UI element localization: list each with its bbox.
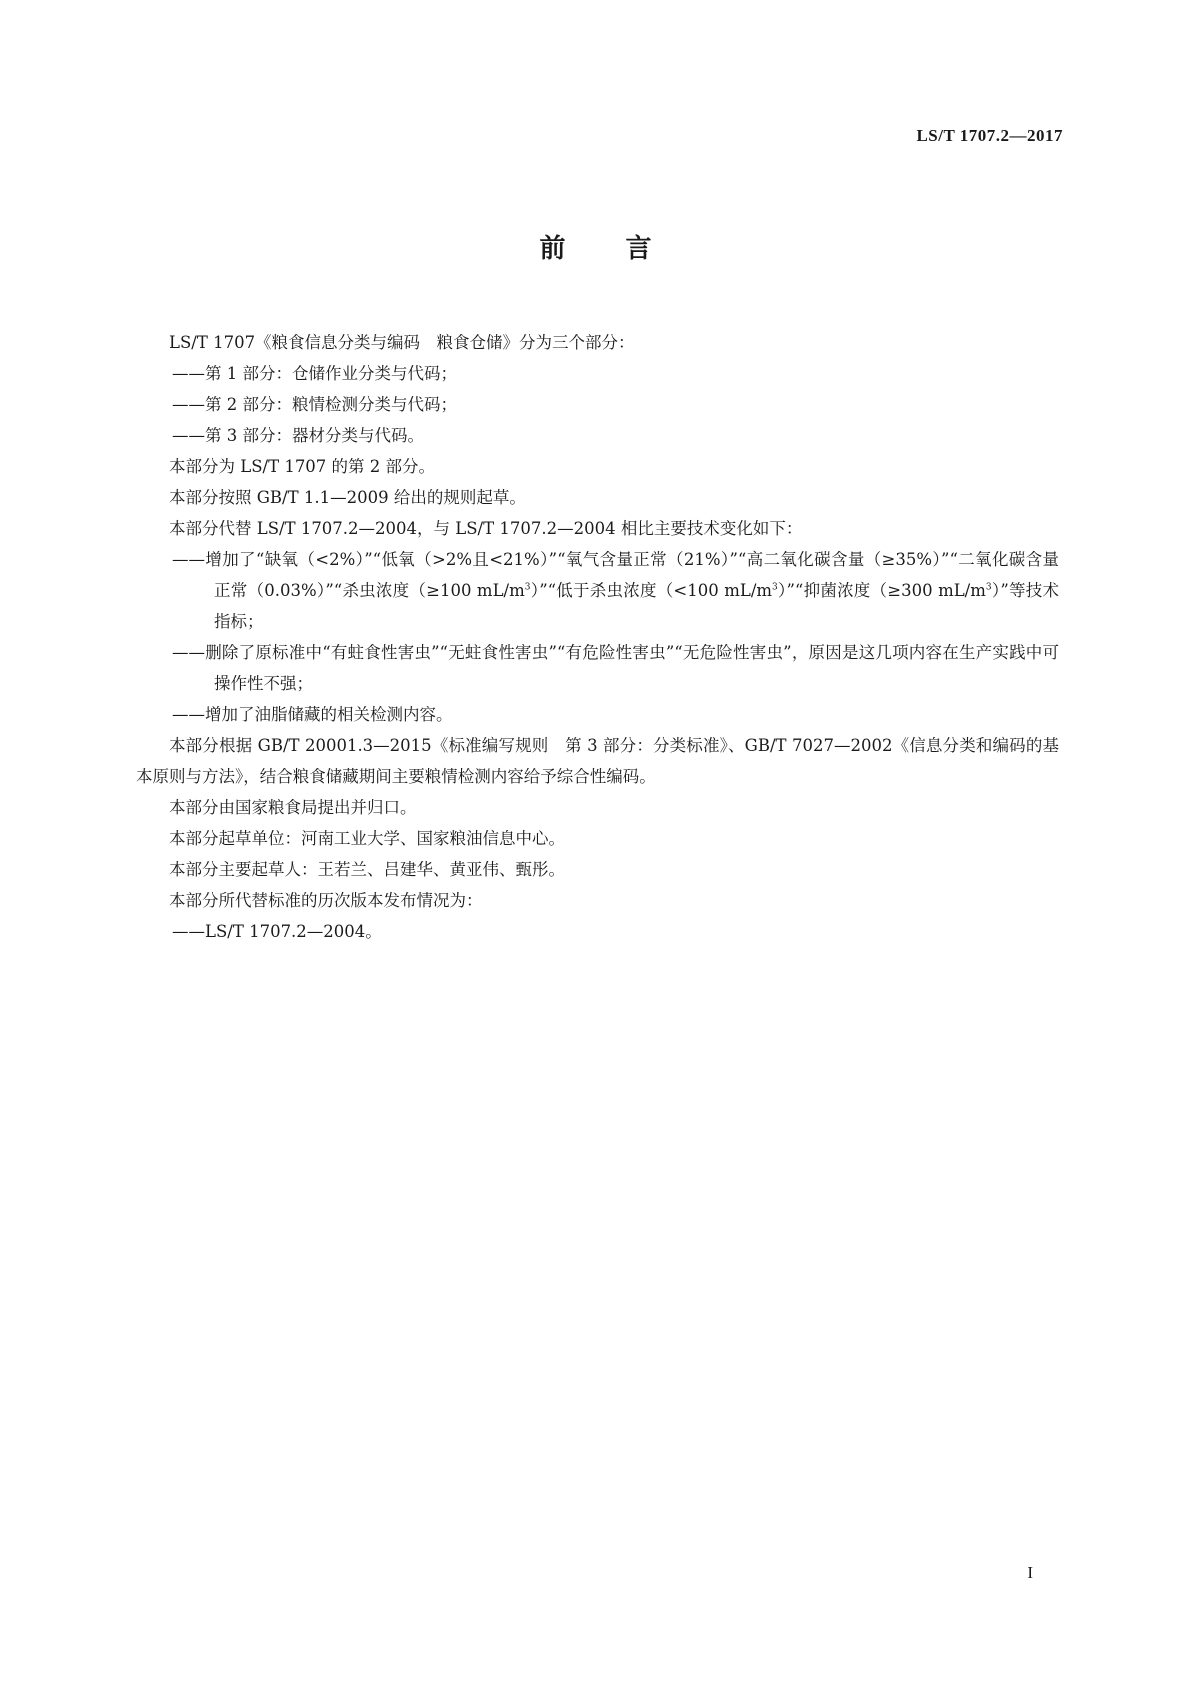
standard-code-header: LS/T 1707.2—2017 [916,126,1063,145]
foreword-body [136,327,1059,947]
paragraph-drafting-units: 本部分起草单位：河南工业大学、国家粮油信息中心。 [169,829,565,848]
paragraph-proposer: 本部分由国家粮食局提出并归口。 [169,798,417,817]
paragraph-history: 本部分所代替标准的历次版本发布情况为： [169,891,483,910]
paragraph-replacement: 本部分代替 LS/T 1707.2—2004，与 LS/T 1707.2—2004 相比主要技术变化如下： [169,519,803,538]
list-item-part-1: ——第 1 部分：仓储作业分类与代码； [172,364,457,383]
page-title: 前言 [539,234,712,264]
list-item-added-oil-storage: ——增加了油脂储藏的相关检测内容。 [172,705,453,724]
superscript-3: 3 [772,582,778,593]
list-item-part-3: ——第 3 部分：器材分类与代码。 [172,426,424,445]
paragraph-drafting-rules: 本部分按照 GB/T 1.1—2009 给出的规则起草。 [169,488,526,507]
added-indicators-text-1: ——增加了“缺氧（<2%）”“低氧（>2%且<21%）”“氧气含量正常（21%）”“高二氧化碳含量（≥35%）”“二氧化碳含量正常（0.03%）”“杀虫浓度（≥100 mL/m [172,550,1059,600]
superscript-3: 3 [985,582,992,593]
paragraph-intro: LS/T 1707《粮食信息分类与编码 粮食仓储》分为三个部分： [169,333,635,352]
list-item-part-2: ——第 2 部分：粮情检测分类与代码； [172,395,457,414]
superscript-3: 3 [524,582,531,593]
list-item-deleted-items: ——删除了原标准中“有蛀食性害虫”“无蛀食性害虫”“有危险性害虫”“无危险性害虫”，原因是这几项内容在生产实践中可操作性不强； [172,643,1059,693]
paragraph-basis: 本部分根据 GB/T 20001.3—2015《标准编写规则 第 3 部分：分类标准》、GB/T 7027—2002《信息分类和编码的基本原则与方法》，结合粮食储藏期间主要粮情检测内容给予综合性编码。 [136,736,1059,786]
added-indicators-text-4: ）”等技术指标； [214,581,1059,631]
list-item-previous-version: ——LS/T 1707.2—2004。 [172,922,382,941]
paragraph-scope: 本部分为 LS/T 1707 的第 2 部分。 [169,457,436,476]
added-indicators-text-3: ）”“抑菌浓度（≥300 mL/m [777,581,986,600]
added-indicators-text-2: ）”“低于杀虫浓度（<100 mL/m [530,581,773,600]
list-item-added-indicators [136,544,1059,637]
page-number: I [1027,1563,1033,1582]
paragraph-drafters: 本部分主要起草人：王若兰、吕建华、黄亚伟、甄彤。 [169,860,565,879]
